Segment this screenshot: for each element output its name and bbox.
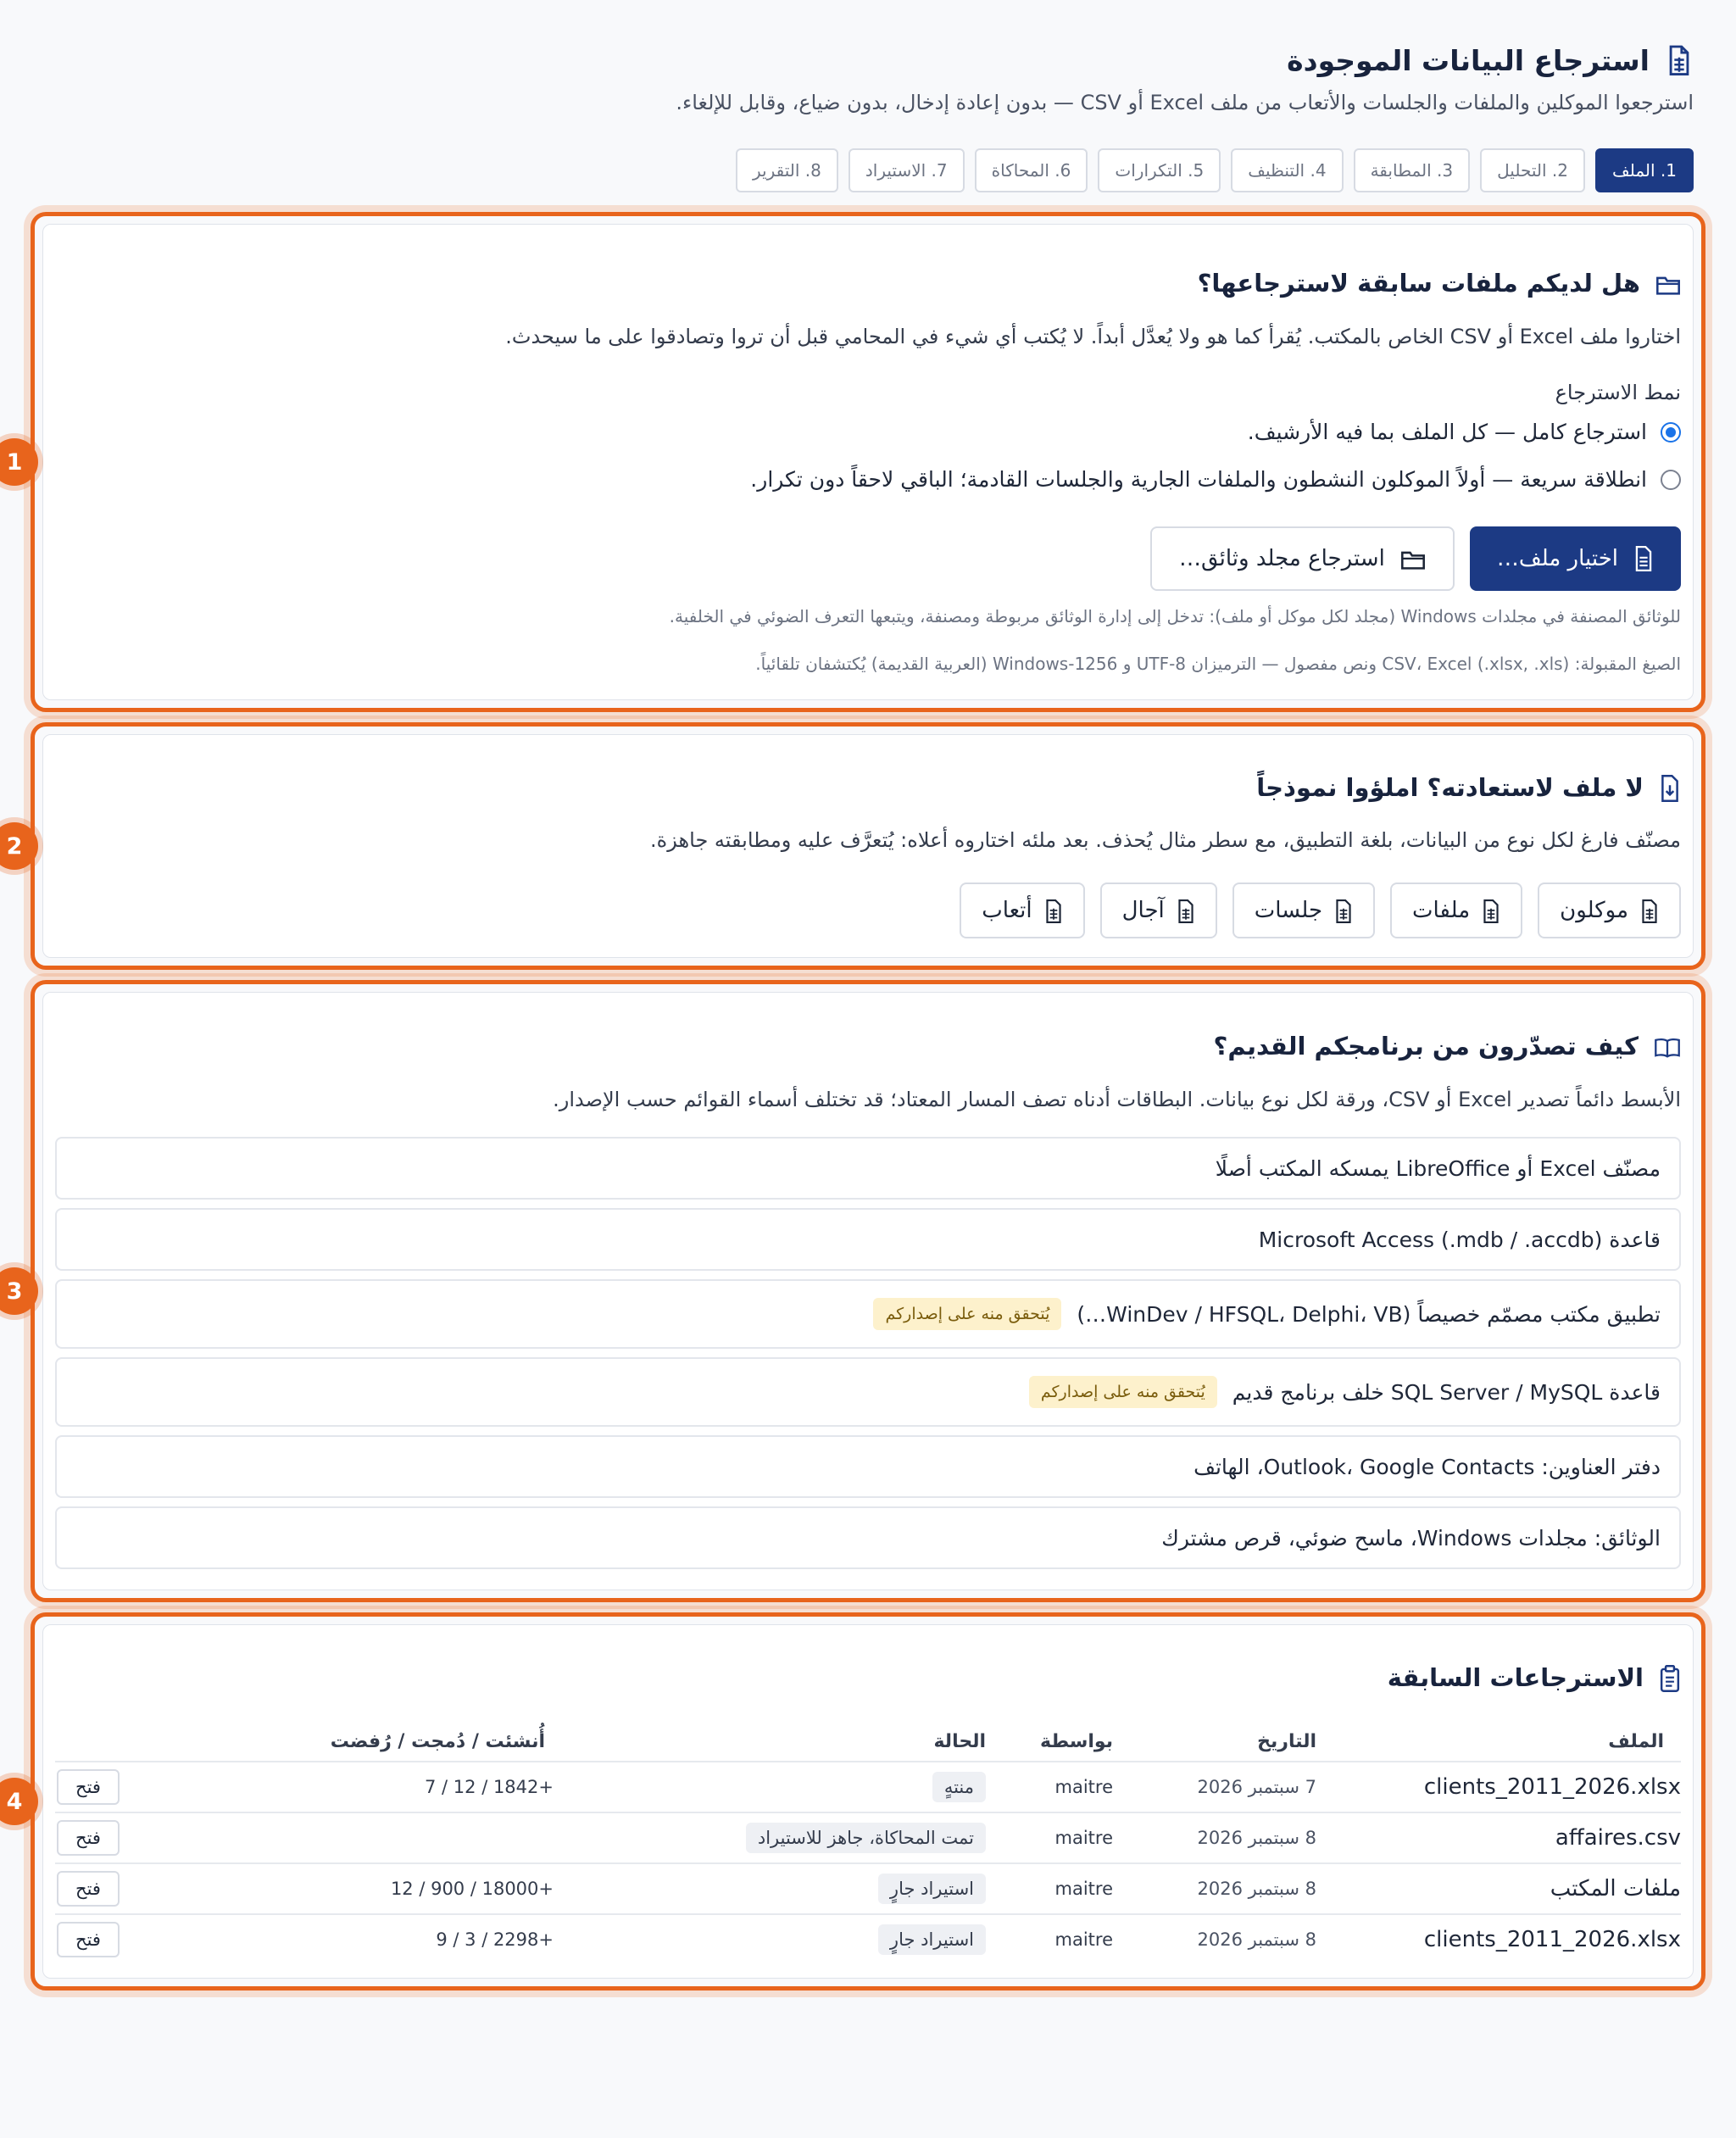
template-hearings-button[interactable]: جلسات xyxy=(1232,882,1375,938)
open-button[interactable]: فتح xyxy=(57,1820,120,1856)
table-header-row xyxy=(55,1722,1681,1762)
row-counts: 7 / 12 / 1842+ xyxy=(425,1777,554,1797)
status-badge: استيراد جارٍ xyxy=(878,1924,986,1955)
row-by: maitre xyxy=(1054,1828,1113,1848)
spreadsheet-icon xyxy=(1665,45,1694,77)
file-download-icon xyxy=(1659,772,1681,802)
import-section-description: اختاروا ملف Excel أو CSV الخاص بالمكتب. يُقرأ كما هو ولا يُعدَّل أبداً. لا يُكتب أي شيء في المحامي قبل أن تروا وتصادقوا على ما سيحدث. xyxy=(505,325,1681,348)
book-icon xyxy=(1654,1032,1681,1061)
tab-analysis[interactable]: 2. التحليل xyxy=(1480,148,1585,192)
mode-option-quick-label: انطلاقة سريعة — أولاً الموكلون النشطون والملفات الجارية والجلسات القادمة؛ الباقي لاحقاً دون تكرار. xyxy=(750,467,1647,492)
step-badge: 2 xyxy=(0,822,38,870)
source-card-custom-app[interactable]: تطبيق مكتب مصمّم خصيصاً (WinDev / HFSQL، Delphi، VB…) يُتحقق منه على إصداركم xyxy=(55,1279,1681,1349)
tab-report[interactable]: 8. التقرير xyxy=(736,148,838,192)
row-by: maitre xyxy=(1054,1929,1113,1950)
status-badge: منتهٍ xyxy=(932,1772,986,1802)
page-subtitle: استرجعوا الموكلين والملفات والجلسات والأتعاب من ملف Excel أو CSV — بدون إعادة إدخال، بدون ضياع، وقابل للإلغاء. xyxy=(676,91,1694,114)
tab-cleaning[interactable]: 4. التنظيف xyxy=(1231,148,1343,192)
step-tabs xyxy=(736,148,1694,192)
source-card-excel[interactable]: مصنّف Excel أو LibreOffice يمسكه المكتب أصلًا xyxy=(55,1137,1681,1200)
source-card-documents[interactable]: الوثائق: مجلدات Windows، ماسح ضوئي، قرص مشترك xyxy=(55,1506,1681,1569)
template-clients-button[interactable]: موكلون xyxy=(1538,882,1681,938)
table-row xyxy=(55,1762,1681,1813)
export-guide-title: كيف تصدّرون من برنامجكم القديم؟ xyxy=(1213,1032,1639,1061)
step-badge: 4 xyxy=(0,1778,38,1825)
radio-quick-start[interactable] xyxy=(1661,470,1681,490)
step-badge: 3 xyxy=(0,1267,38,1315)
status-badge: تمت المحاكاة، جاهز للاستيراد xyxy=(746,1823,986,1853)
column-header-file: الملف xyxy=(1608,1730,1664,1752)
template-fees-button[interactable]: أتعاب xyxy=(960,882,1084,938)
export-guide-section xyxy=(6,980,1705,1602)
row-file: clients_2011_2026.xlsx xyxy=(1423,1927,1681,1952)
open-button[interactable]: فتح xyxy=(57,1871,120,1907)
spreadsheet-icon xyxy=(1177,898,1195,923)
import-section-title: هل لديكم ملفات سابقة لاسترجاعها؟ xyxy=(1197,269,1640,298)
open-button[interactable]: فتح xyxy=(57,1922,120,1957)
mode-option-full-label: استرجاع كامل — كل الملف بما فيه الأرشيف. xyxy=(1247,420,1647,444)
row-counts: 12 / 900 / 18000+ xyxy=(390,1879,554,1899)
column-header-counts: أُنشئت / دُمجت / رُفضت xyxy=(330,1730,545,1752)
history-section xyxy=(6,1612,1705,1990)
import-section xyxy=(6,212,1705,712)
table-row xyxy=(55,1915,1681,1964)
formats-note: الصيغ المقبولة: CSV، Excel (.xlsx, .xls) ونص مفصول — الترميزان UTF-8 و Windows-1256 (العربية القديمة) يُكتشفان تلقائياً. xyxy=(755,654,1681,674)
template-section-description: مصنّف فارغ لكل نوع من البيانات، بلغة التطبيق، مع سطر مثال يُحذف. بعد ملئه اختاروه أعلاه: يُتعرَّف عليه ومطابقته جاهزة. xyxy=(650,828,1681,852)
source-card-sql[interactable]: قاعدة SQL Server / MySQL خلف برنامج قديم يُتحقق منه على إصداركم xyxy=(55,1357,1681,1427)
folder-icon xyxy=(1400,546,1426,571)
verify-badge: يُتحقق منه على إصداركم xyxy=(873,1298,1061,1330)
spreadsheet-icon xyxy=(1334,898,1353,923)
row-by: maitre xyxy=(1054,1879,1113,1899)
import-folder-button[interactable]: استرجاع مجلد وثائق… xyxy=(1150,526,1455,591)
row-date: 8 سبتمبر 2026 xyxy=(1197,1929,1316,1950)
page-title: استرجاع البيانات الموجودة xyxy=(1287,44,1650,77)
spreadsheet-icon xyxy=(1640,898,1659,923)
template-section-title: لا ملف لاستعادته؟ املؤوا نموذجاً xyxy=(1256,772,1644,802)
history-title: الاسترجاعات السابقة xyxy=(1387,1662,1644,1692)
tab-import[interactable]: 7. الاستيراد xyxy=(849,148,965,192)
clipboard-icon xyxy=(1659,1662,1681,1692)
spreadsheet-icon xyxy=(1044,898,1063,923)
export-guide-description: الأبسط دائماً تصدير Excel أو CSV، ورقة لكل نوع بيانات. البطاقات أدناه تصف المسار المعتاد؛ قد تختلف أسماء القوائم حسب الإصدار. xyxy=(553,1088,1681,1111)
source-card-address-book[interactable]: دفتر العناوين: Outlook، Google Contacts، الهاتف xyxy=(55,1435,1681,1498)
row-file: affaires.csv xyxy=(1555,1825,1681,1851)
choose-file-button[interactable]: اختيار ملف… xyxy=(1470,526,1681,591)
tab-mapping[interactable]: 3. المطابقة xyxy=(1354,148,1471,192)
row-date: 8 سبتمبر 2026 xyxy=(1197,1879,1316,1899)
table-row xyxy=(55,1864,1681,1915)
column-header-by: بواسطة xyxy=(1039,1730,1113,1752)
template-files-button[interactable]: ملفات xyxy=(1390,882,1522,938)
radio-full-import[interactable] xyxy=(1661,422,1681,443)
status-badge: استيراد جارٍ xyxy=(878,1874,986,1904)
spreadsheet-icon xyxy=(1482,898,1500,923)
tab-duplicates[interactable]: 5. التكرارات xyxy=(1098,148,1221,192)
mode-option-quick[interactable] xyxy=(750,467,1681,492)
source-card-access[interactable]: قاعدة Microsoft Access (.mdb / .accdb) xyxy=(55,1208,1681,1271)
row-date: 7 سبتمبر 2026 xyxy=(1197,1777,1316,1797)
row-by: maitre xyxy=(1054,1777,1113,1797)
column-header-status: الحالة xyxy=(933,1730,986,1752)
template-deadlines-button[interactable]: آجال xyxy=(1100,882,1217,938)
row-file: ملفات المكتب xyxy=(1550,1876,1681,1901)
tab-simulation[interactable]: 6. المحاكاة xyxy=(975,148,1088,192)
folder-icon xyxy=(1655,269,1681,298)
mode-option-full[interactable] xyxy=(1248,420,1681,444)
import-mode-label: نمط الاسترجاع xyxy=(1555,381,1681,404)
row-file: clients_2011_2026.xlsx xyxy=(1423,1774,1681,1800)
column-header-date: التاريخ xyxy=(1257,1730,1316,1752)
table-row xyxy=(55,1813,1681,1864)
history-table xyxy=(55,1722,1681,1964)
template-section xyxy=(6,722,1705,970)
page-header xyxy=(42,44,1694,114)
row-counts: 9 / 3 / 2298+ xyxy=(436,1929,554,1950)
row-date: 8 سبتمبر 2026 xyxy=(1197,1828,1316,1848)
file-icon xyxy=(1633,546,1654,572)
documents-note: للوثائق المصنفة في مجلدات Windows (مجلد لكل موكل أو ملف): تدخل إلى إدارة الوثائق مربوطة ومصنفة، ويتبعها التعرف الضوئي في الخلفية. xyxy=(669,606,1681,626)
tab-file[interactable]: 1. الملف xyxy=(1595,148,1694,192)
step-badge: 1 xyxy=(0,438,38,486)
verify-badge: يُتحقق منه على إصداركم xyxy=(1029,1376,1217,1408)
open-button[interactable]: فتح xyxy=(57,1769,120,1805)
